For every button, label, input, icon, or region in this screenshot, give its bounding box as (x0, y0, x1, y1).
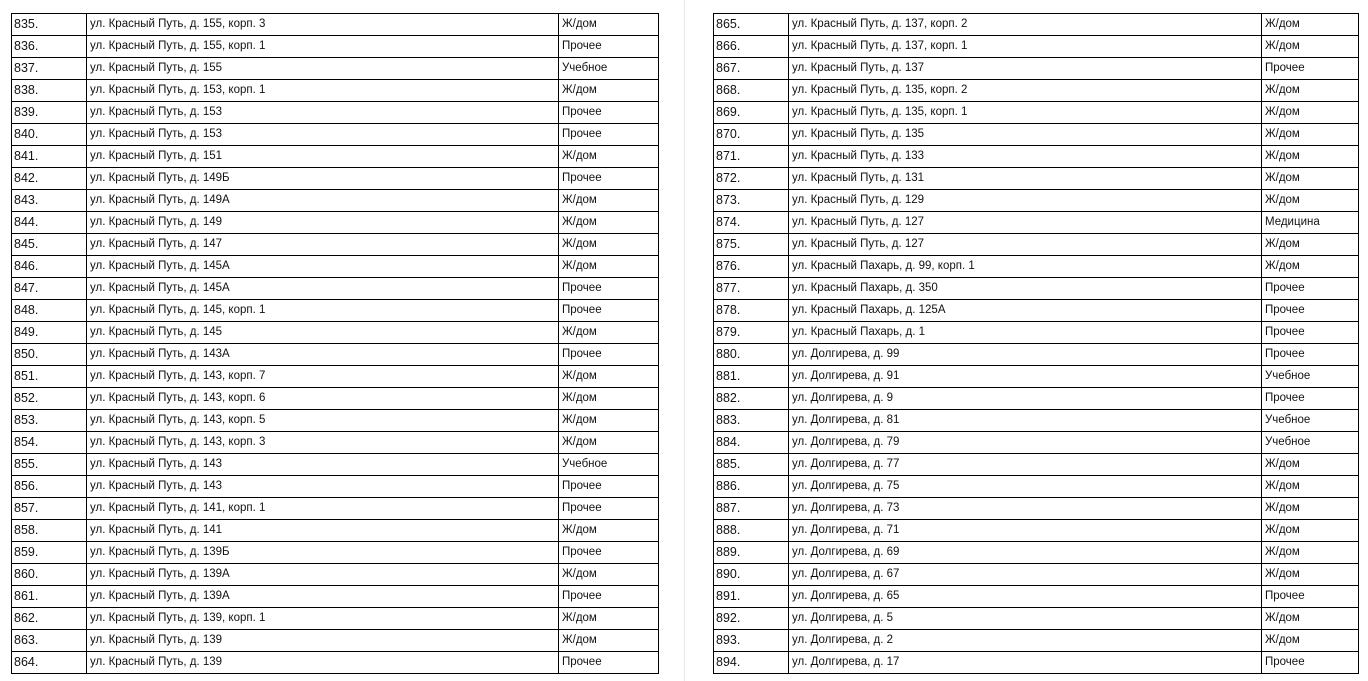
row-number-cell: 879. (714, 322, 789, 344)
building-type-cell: Ж/дом (559, 432, 659, 454)
address-cell: ул. Долгирева, д. 79 (789, 432, 1262, 454)
address-cell: ул. Долгирева, д. 99 (789, 344, 1262, 366)
address-cell: ул. Красный Путь, д. 149Б (87, 168, 559, 190)
building-type-cell: Прочее (559, 36, 659, 58)
address-cell: ул. Красный Пахарь, д. 99, корп. 1 (789, 256, 1262, 278)
building-type-cell: Прочее (559, 300, 659, 322)
table-row (714, 608, 1359, 630)
building-type-cell: Ж/дом (559, 14, 659, 36)
address-cell: ул. Красный Путь, д. 139А (87, 586, 559, 608)
row-number-cell: 884. (714, 432, 789, 454)
building-type-cell: Учебное (1262, 410, 1359, 432)
building-type-cell: Ж/дом (1262, 14, 1359, 36)
address-cell: ул. Красный Путь, д. 147 (87, 234, 559, 256)
row-number-cell: 894. (714, 652, 789, 674)
address-cell: ул. Долгирева, д. 2 (789, 630, 1262, 652)
row-number-cell: 843. (12, 190, 87, 212)
building-type-cell: Учебное (559, 454, 659, 476)
building-type-cell: Ж/дом (559, 80, 659, 102)
building-type-cell: Ж/дом (559, 322, 659, 344)
table-row (714, 80, 1359, 102)
building-type-cell: Прочее (1262, 586, 1359, 608)
building-type-cell: Ж/дом (1262, 520, 1359, 542)
table-row (714, 212, 1359, 234)
building-type-cell: Прочее (559, 476, 659, 498)
row-number-cell: 855. (12, 454, 87, 476)
table-row (12, 630, 659, 652)
row-number-cell: 887. (714, 498, 789, 520)
row-number-cell: 864. (12, 652, 87, 674)
table-row (714, 190, 1359, 212)
building-type-cell: Прочее (1262, 388, 1359, 410)
row-number-cell: 849. (12, 322, 87, 344)
row-number-cell: 872. (714, 168, 789, 190)
row-number-cell: 885. (714, 454, 789, 476)
row-number-cell: 881. (714, 366, 789, 388)
table-row (12, 344, 659, 366)
address-cell: ул. Долгирева, д. 71 (789, 520, 1262, 542)
table-row (12, 322, 659, 344)
table-row (12, 168, 659, 190)
address-cell: ул. Красный Пахарь, д. 125А (789, 300, 1262, 322)
address-cell: ул. Красный Путь, д. 145А (87, 256, 559, 278)
address-cell: ул. Красный Путь, д. 143А (87, 344, 559, 366)
table-row (12, 300, 659, 322)
building-type-cell: Прочее (1262, 300, 1359, 322)
table-row (714, 36, 1359, 58)
table-row (12, 498, 659, 520)
row-number-cell: 842. (12, 168, 87, 190)
table-row (714, 322, 1359, 344)
address-cell: ул. Долгирева, д. 9 (789, 388, 1262, 410)
row-number-cell: 891. (714, 586, 789, 608)
table-row (12, 476, 659, 498)
table-row (12, 586, 659, 608)
building-type-cell: Ж/дом (559, 520, 659, 542)
row-number-cell: 892. (714, 608, 789, 630)
building-type-cell: Прочее (559, 102, 659, 124)
building-type-cell: Ж/дом (1262, 146, 1359, 168)
row-number-cell: 844. (12, 212, 87, 234)
row-number-cell: 873. (714, 190, 789, 212)
table-row (714, 344, 1359, 366)
address-cell: ул. Красный Путь, д. 145, корп. 1 (87, 300, 559, 322)
row-number-cell: 874. (714, 212, 789, 234)
address-cell: ул. Красный Путь, д. 139А (87, 564, 559, 586)
building-type-cell: Ж/дом (1262, 498, 1359, 520)
address-cell: ул. Красный Пахарь, д. 1 (789, 322, 1262, 344)
row-number-cell: 861. (12, 586, 87, 608)
table-row (714, 124, 1359, 146)
address-cell: ул. Красный Путь, д. 131 (789, 168, 1262, 190)
building-type-cell: Прочее (559, 278, 659, 300)
address-cell: ул. Красный Путь, д. 135, корп. 2 (789, 80, 1262, 102)
building-type-cell: Ж/дом (1262, 542, 1359, 564)
row-number-cell: 852. (12, 388, 87, 410)
address-cell: ул. Долгирева, д. 69 (789, 542, 1262, 564)
table-row (12, 454, 659, 476)
building-type-cell: Прочее (559, 124, 659, 146)
row-number-cell: 893. (714, 630, 789, 652)
table-row (12, 256, 659, 278)
table-row (714, 58, 1359, 80)
address-cell: ул. Красный Путь, д. 129 (789, 190, 1262, 212)
address-cell: ул. Долгирева, д. 75 (789, 476, 1262, 498)
row-number-cell: 876. (714, 256, 789, 278)
row-number-cell: 837. (12, 58, 87, 80)
building-type-cell: Ж/дом (559, 410, 659, 432)
row-number-cell: 860. (12, 564, 87, 586)
table-row (12, 14, 659, 36)
address-cell: ул. Красный Путь, д. 137 (789, 58, 1262, 80)
address-cell: ул. Долгирева, д. 77 (789, 454, 1262, 476)
address-cell: ул. Долгирева, д. 67 (789, 564, 1262, 586)
row-number-cell: 880. (714, 344, 789, 366)
building-type-cell: Ж/дом (1262, 454, 1359, 476)
building-type-cell: Ж/дом (559, 388, 659, 410)
address-cell: ул. Красный Путь, д. 145 (87, 322, 559, 344)
table-row (714, 366, 1359, 388)
row-number-cell: 845. (12, 234, 87, 256)
row-number-cell: 838. (12, 80, 87, 102)
row-number-cell: 888. (714, 520, 789, 542)
address-cell: ул. Красный Путь, д. 143, корп. 7 (87, 366, 559, 388)
table-row (714, 432, 1359, 454)
row-number-cell: 883. (714, 410, 789, 432)
row-number-cell: 841. (12, 146, 87, 168)
table-row (12, 652, 659, 674)
row-number-cell: 839. (12, 102, 87, 124)
address-cell: ул. Красный Путь, д. 137, корп. 2 (789, 14, 1262, 36)
table-row (12, 410, 659, 432)
table-row (12, 36, 659, 58)
row-number-cell: 869. (714, 102, 789, 124)
address-cell: ул. Красный Путь, д. 137, корп. 1 (789, 36, 1262, 58)
table-row (12, 80, 659, 102)
row-number-cell: 886. (714, 476, 789, 498)
address-cell: ул. Красный Путь, д. 133 (789, 146, 1262, 168)
address-cell: ул. Красный Путь, д. 145А (87, 278, 559, 300)
row-number-cell: 857. (12, 498, 87, 520)
building-type-cell: Прочее (559, 586, 659, 608)
building-type-cell: Прочее (1262, 58, 1359, 80)
address-cell: ул. Красный Путь, д. 153, корп. 1 (87, 80, 559, 102)
address-cell: ул. Красный Путь, д. 135, корп. 1 (789, 102, 1262, 124)
address-table-right-body (714, 14, 1359, 674)
row-number-cell: 835. (12, 14, 87, 36)
building-type-cell: Медицина (1262, 212, 1359, 234)
table-row (12, 366, 659, 388)
address-cell: ул. Долгирева, д. 91 (789, 366, 1262, 388)
address-cell: ул. Красный Путь, д. 155, корп. 1 (87, 36, 559, 58)
address-table-left-body (12, 14, 659, 674)
address-cell: ул. Красный Путь, д. 155, корп. 3 (87, 14, 559, 36)
row-number-cell: 850. (12, 344, 87, 366)
building-type-cell: Ж/дом (1262, 168, 1359, 190)
table-row (12, 146, 659, 168)
address-cell: ул. Долгирева, д. 73 (789, 498, 1262, 520)
row-number-cell: 859. (12, 542, 87, 564)
row-number-cell: 877. (714, 278, 789, 300)
table-row (714, 498, 1359, 520)
building-type-cell: Ж/дом (559, 146, 659, 168)
building-type-cell: Ж/дом (1262, 124, 1359, 146)
building-type-cell: Прочее (559, 344, 659, 366)
table-row (714, 520, 1359, 542)
address-cell: ул. Красный Путь, д. 149А (87, 190, 559, 212)
table-row (12, 102, 659, 124)
row-number-cell: 889. (714, 542, 789, 564)
building-type-cell: Ж/дом (1262, 476, 1359, 498)
building-type-cell: Прочее (559, 498, 659, 520)
address-cell: ул. Красный Путь, д. 153 (87, 102, 559, 124)
building-type-cell: Ж/дом (1262, 102, 1359, 124)
table-row (714, 168, 1359, 190)
building-type-cell: Ж/дом (1262, 608, 1359, 630)
building-type-cell: Ж/дом (559, 234, 659, 256)
building-type-cell: Ж/дом (559, 212, 659, 234)
address-cell: ул. Красный Путь, д. 143 (87, 454, 559, 476)
building-type-cell: Ж/дом (559, 190, 659, 212)
row-number-cell: 875. (714, 234, 789, 256)
address-cell: ул. Долгирева, д. 65 (789, 586, 1262, 608)
row-number-cell: 871. (714, 146, 789, 168)
address-cell: ул. Красный Путь, д. 127 (789, 212, 1262, 234)
address-cell: ул. Красный Пахарь, д. 350 (789, 278, 1262, 300)
address-cell: ул. Красный Путь, д. 127 (789, 234, 1262, 256)
table-row (714, 278, 1359, 300)
row-number-cell: 840. (12, 124, 87, 146)
table-row (714, 102, 1359, 124)
row-number-cell: 846. (12, 256, 87, 278)
table-row (714, 234, 1359, 256)
address-cell: ул. Долгирева, д. 5 (789, 608, 1262, 630)
building-type-cell: Ж/дом (559, 366, 659, 388)
table-row (714, 564, 1359, 586)
table-row (714, 454, 1359, 476)
table-row (714, 652, 1359, 674)
table-row (714, 388, 1359, 410)
building-type-cell: Прочее (559, 652, 659, 674)
building-type-cell: Ж/дом (1262, 190, 1359, 212)
row-number-cell: 870. (714, 124, 789, 146)
table-row (12, 124, 659, 146)
table-row (12, 520, 659, 542)
row-number-cell: 862. (12, 608, 87, 630)
table-row (714, 410, 1359, 432)
address-cell: ул. Красный Путь, д. 143, корп. 3 (87, 432, 559, 454)
building-type-cell: Ж/дом (1262, 80, 1359, 102)
address-table-left (11, 13, 659, 674)
building-type-cell: Учебное (1262, 432, 1359, 454)
row-number-cell: 858. (12, 520, 87, 542)
table-row (714, 256, 1359, 278)
building-type-cell: Учебное (559, 58, 659, 80)
address-cell: ул. Красный Путь, д. 141, корп. 1 (87, 498, 559, 520)
building-type-cell: Прочее (1262, 278, 1359, 300)
row-number-cell: 854. (12, 432, 87, 454)
building-type-cell: Ж/дом (1262, 234, 1359, 256)
address-cell: ул. Красный Путь, д. 139 (87, 652, 559, 674)
table-row (12, 388, 659, 410)
row-number-cell: 848. (12, 300, 87, 322)
building-type-cell: Прочее (559, 168, 659, 190)
page-divider (684, 0, 685, 681)
table-row (12, 234, 659, 256)
table-row (714, 586, 1359, 608)
row-number-cell: 856. (12, 476, 87, 498)
building-type-cell: Прочее (1262, 322, 1359, 344)
building-type-cell: Прочее (1262, 344, 1359, 366)
table-row (12, 58, 659, 80)
address-cell: ул. Долгирева, д. 81 (789, 410, 1262, 432)
row-number-cell: 863. (12, 630, 87, 652)
address-cell: ул. Красный Путь, д. 143, корп. 6 (87, 388, 559, 410)
address-cell: ул. Красный Путь, д. 151 (87, 146, 559, 168)
table-row (12, 278, 659, 300)
address-cell: ул. Красный Путь, д. 139 (87, 630, 559, 652)
building-type-cell: Прочее (1262, 652, 1359, 674)
table-row (714, 14, 1359, 36)
address-cell: ул. Красный Путь, д. 143 (87, 476, 559, 498)
address-cell: ул. Красный Путь, д. 135 (789, 124, 1262, 146)
building-type-cell: Прочее (559, 542, 659, 564)
row-number-cell: 868. (714, 80, 789, 102)
table-row (12, 432, 659, 454)
address-cell: ул. Красный Путь, д. 149 (87, 212, 559, 234)
building-type-cell: Ж/дом (1262, 256, 1359, 278)
row-number-cell: 836. (12, 36, 87, 58)
row-number-cell: 866. (714, 36, 789, 58)
address-cell: ул. Красный Путь, д. 143, корп. 5 (87, 410, 559, 432)
building-type-cell: Ж/дом (1262, 564, 1359, 586)
building-type-cell: Учебное (1262, 366, 1359, 388)
table-row (12, 608, 659, 630)
table-row (12, 564, 659, 586)
address-cell: ул. Красный Путь, д. 155 (87, 58, 559, 80)
address-cell: ул. Красный Путь, д. 139, корп. 1 (87, 608, 559, 630)
row-number-cell: 851. (12, 366, 87, 388)
table-row (714, 542, 1359, 564)
row-number-cell: 867. (714, 58, 789, 80)
row-number-cell: 853. (12, 410, 87, 432)
row-number-cell: 890. (714, 564, 789, 586)
table-row (714, 476, 1359, 498)
row-number-cell: 865. (714, 14, 789, 36)
building-type-cell: Ж/дом (1262, 630, 1359, 652)
building-type-cell: Ж/дом (1262, 36, 1359, 58)
table-row (12, 542, 659, 564)
address-cell: ул. Красный Путь, д. 153 (87, 124, 559, 146)
table-row (12, 212, 659, 234)
address-cell: ул. Долгирева, д. 17 (789, 652, 1262, 674)
building-type-cell: Ж/дом (559, 564, 659, 586)
address-table-right (713, 13, 1359, 674)
address-cell: ул. Красный Путь, д. 141 (87, 520, 559, 542)
table-row (12, 190, 659, 212)
table-row (714, 300, 1359, 322)
address-cell: ул. Красный Путь, д. 139Б (87, 542, 559, 564)
row-number-cell: 882. (714, 388, 789, 410)
table-row (714, 630, 1359, 652)
table-row (714, 146, 1359, 168)
building-type-cell: Ж/дом (559, 608, 659, 630)
row-number-cell: 878. (714, 300, 789, 322)
building-type-cell: Ж/дом (559, 256, 659, 278)
building-type-cell: Ж/дом (559, 630, 659, 652)
row-number-cell: 847. (12, 278, 87, 300)
